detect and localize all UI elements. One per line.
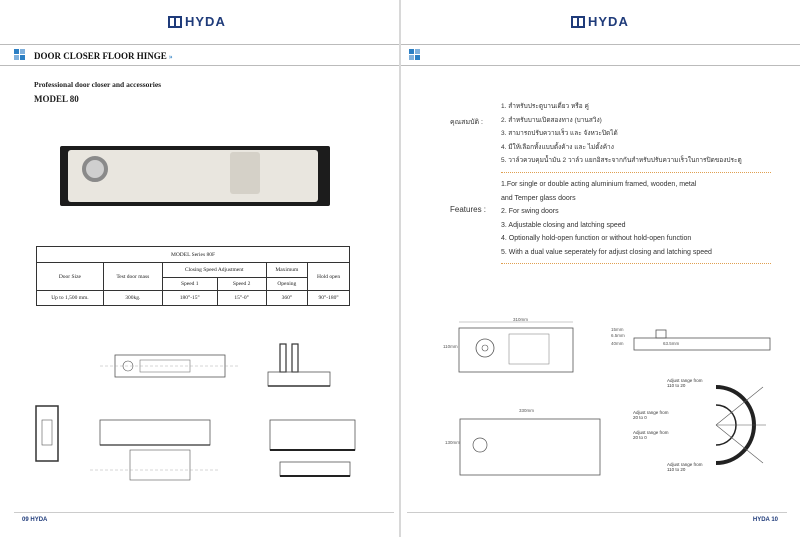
list-item: 4. Optionally hold-open function or without hold-open function — [501, 235, 692, 242]
list-item: 2. สำหรับบานเปิดสองทาง (บานสวิง) — [501, 116, 602, 124]
dim-63-5: 63.5mm — [663, 341, 680, 346]
floor-hinge-product-photo — [60, 146, 330, 206]
section-title — [34, 51, 173, 61]
table-cell: Up to 1,500 mm. — [37, 291, 104, 306]
decor-square — [20, 55, 25, 60]
footer-rule — [14, 512, 394, 513]
features-list — [501, 178, 712, 259]
brand-name: HYDA — [588, 14, 629, 29]
section-header-bar — [401, 44, 800, 66]
header-speed-2: Speed 2 — [217, 278, 266, 291]
installation-drawing — [90, 410, 230, 495]
page-number: 09 — [22, 517, 29, 523]
header-hold-open: Hold open — [308, 263, 350, 291]
hyda-logo — [571, 14, 629, 29]
list-item: and Temper glass doors — [501, 194, 576, 202]
table-cell: 180°-15° — [162, 291, 217, 306]
top-view-drawing — [100, 340, 240, 390]
header-maximum: Maximum — [266, 263, 308, 278]
header-speed-1: Speed 1 — [162, 278, 217, 291]
list-item: 2. For swing doors — [501, 208, 559, 215]
footer-brand: HYDA — [752, 517, 770, 523]
dotted-separator — [501, 172, 771, 173]
hyda-logo-mark — [168, 16, 182, 28]
footer-rule — [407, 512, 787, 513]
decor-square — [14, 49, 19, 54]
dim-bottom-height: 130mm — [445, 440, 461, 445]
cover-plate-drawing — [456, 415, 606, 480]
closing-angle-diagram — [671, 375, 781, 475]
spindle — [82, 156, 108, 182]
dim-15: 15mm — [611, 327, 624, 332]
valve-housing — [230, 152, 260, 194]
table-cell: 300kg. — [103, 291, 162, 306]
cross-section-drawing — [260, 410, 370, 495]
table-caption: MODEL Series 80F — [37, 247, 350, 263]
decor-square — [415, 55, 420, 60]
list-item: 5. วาล์วควบคุมน้ำมัน 2 วาล์ว แยกอิสระจากกันสำหรับปรับความเร็วในการปิดของประตู — [501, 157, 742, 164]
dim-6-5: 6.5mm — [611, 333, 625, 338]
header-closing-speed: Closing Speed Adjustment — [162, 263, 266, 278]
model-title: MODEL 80 — [34, 94, 79, 104]
list-item: 3. สามารถปรับความเร็ว และ จังหวะปิดได้ — [501, 130, 618, 137]
brand-name: HYDA — [185, 14, 226, 29]
decor-square — [20, 49, 25, 54]
adjust-label: Adjust range from 110 to 20 — [667, 462, 703, 472]
thai-features-list — [501, 100, 742, 168]
footer-brand: HYDA — [30, 517, 48, 523]
left-footer — [22, 517, 47, 523]
list-item: 4. มีให้เลือกทั้งแบบตั้งค้าง และ ไม่ตั้งค้าง — [501, 143, 614, 151]
list-item: 1.For single or double acting aluminium framed, wooden, metal — [501, 181, 697, 188]
door-section-drawing — [30, 400, 70, 470]
dim-height: 110mm — [443, 344, 458, 349]
adjust-label: Adjust range from 110 to 20 — [667, 378, 703, 388]
decor-square — [409, 49, 414, 54]
decor-square — [14, 55, 19, 60]
hinge-top-view-drawing — [451, 318, 581, 378]
table-cell: 90°-180° — [308, 291, 350, 306]
list-item: 5. With a dual value seperately for adjust closing and latching speed — [501, 248, 712, 256]
dim-top-width: 310mm — [513, 317, 529, 322]
hyda-logo-mark — [571, 16, 585, 28]
adjust-label: Adjust range from 20 to 0 — [633, 430, 669, 440]
right-page — [401, 0, 800, 537]
thai-features-label: คุณสมบัติ : — [450, 119, 483, 126]
right-footer — [753, 517, 778, 523]
adjust-label: Adjust range from 20 to 0 — [633, 410, 669, 420]
header-test-mass: Test door mass — [103, 263, 162, 291]
hyda-logo — [168, 14, 226, 29]
subtitle: Professional door closer and accessories — [34, 80, 162, 89]
left-page — [0, 0, 399, 537]
list-item: 1. สำหรับประตูบานเดี่ยว หรือ คู่ — [501, 103, 589, 110]
section-title-text: DOOR CLOSER FLOOR HINGE — [34, 51, 167, 61]
table-cell: 360° — [266, 291, 308, 306]
dotted-separator — [501, 263, 771, 264]
dim-40: 40mm — [611, 341, 624, 346]
features-label: Features : — [450, 205, 487, 214]
header-door-size: Door Size — [37, 263, 104, 291]
table-cell: 15°-0° — [217, 291, 266, 306]
decor-square — [409, 55, 414, 60]
hinge-side-view-drawing — [626, 326, 776, 356]
side-section-drawing — [260, 340, 340, 395]
dim-bottom-width: 330mm — [519, 408, 535, 413]
list-item: 3. Adjustable closing and latching speed — [501, 221, 626, 229]
header-opening: Opening — [266, 278, 308, 291]
section-header-bar — [0, 44, 399, 66]
page-number: 10 — [771, 517, 778, 523]
title-bullet: » — [169, 53, 173, 61]
spec-table — [36, 246, 350, 306]
decor-square — [415, 49, 420, 54]
